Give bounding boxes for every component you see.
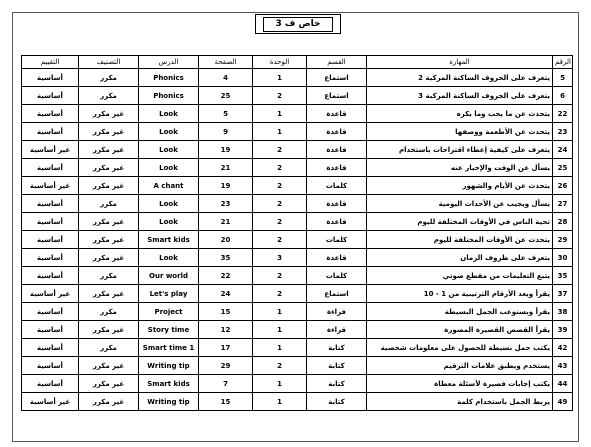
cell-classification: غير مكرر bbox=[79, 231, 139, 249]
cell-number: 6 bbox=[553, 87, 573, 105]
cell-classification: غير مكرر bbox=[79, 141, 139, 159]
cell-skill: يسأل ويجيب عن الأحداث اليومية bbox=[367, 195, 553, 213]
document-title: خاص ف 3 bbox=[263, 17, 334, 32]
cell-section: قاعدة bbox=[307, 195, 367, 213]
cell-classification: مكرر bbox=[79, 267, 139, 285]
cell-section: كتابة bbox=[307, 339, 367, 357]
cell-number: 25 bbox=[553, 159, 573, 177]
cell-page: 5 bbox=[199, 105, 253, 123]
table-row bbox=[22, 177, 573, 195]
cell-section: كتابة bbox=[307, 357, 367, 375]
cell-number: 42 bbox=[553, 339, 573, 357]
cell-page: 12 bbox=[199, 321, 253, 339]
cell-unit: 1 bbox=[253, 321, 307, 339]
cell-page: 24 bbox=[199, 285, 253, 303]
cell-classification: غير مكرر bbox=[79, 357, 139, 375]
table-row bbox=[22, 285, 573, 303]
cell-lesson: Our world bbox=[139, 267, 199, 285]
cell-classification: غير مكرر bbox=[79, 123, 139, 141]
cell-lesson: Story time bbox=[139, 321, 199, 339]
header-number: الرقم bbox=[553, 56, 573, 69]
cell-lesson: Look bbox=[139, 249, 199, 267]
cell-unit: 2 bbox=[253, 87, 307, 105]
cell-number: 28 bbox=[553, 213, 573, 231]
cell-skill: يسأل عن الوقت والإخبار عنه bbox=[367, 159, 553, 177]
cell-lesson: Look bbox=[139, 213, 199, 231]
cell-section: استماع bbox=[307, 285, 367, 303]
cell-page: 29 bbox=[199, 357, 253, 375]
table-row bbox=[22, 339, 573, 357]
cell-number: 26 bbox=[553, 177, 573, 195]
table-row bbox=[22, 213, 573, 231]
cell-lesson: Let's play bbox=[139, 285, 199, 303]
cell-number: 22 bbox=[553, 105, 573, 123]
cell-page: 22 bbox=[199, 267, 253, 285]
cell-assessment: أساسية bbox=[22, 249, 79, 267]
cell-classification: غير مكرر bbox=[79, 375, 139, 393]
cell-lesson: Smart time 1 bbox=[139, 339, 199, 357]
cell-classification: غير مكرر bbox=[79, 321, 139, 339]
cell-unit: 1 bbox=[253, 375, 307, 393]
cell-lesson: Phonics bbox=[139, 87, 199, 105]
cell-classification: غير مكرر bbox=[79, 249, 139, 267]
table-body bbox=[22, 69, 573, 411]
cell-unit: 2 bbox=[253, 177, 307, 195]
cell-classification: غير مكرر bbox=[79, 213, 139, 231]
cell-classification: غير مكرر bbox=[79, 159, 139, 177]
cell-assessment: أساسية bbox=[22, 339, 79, 357]
cell-unit: 2 bbox=[253, 267, 307, 285]
cell-section: كلمات bbox=[307, 231, 367, 249]
cell-assessment: أساسية bbox=[22, 303, 79, 321]
cell-lesson: Look bbox=[139, 195, 199, 213]
cell-classification: غير مكرر bbox=[79, 393, 139, 411]
table-row bbox=[22, 105, 573, 123]
cell-unit: 2 bbox=[253, 231, 307, 249]
cell-section: قاعدة bbox=[307, 141, 367, 159]
cell-number: 23 bbox=[553, 123, 573, 141]
cell-unit: 2 bbox=[253, 159, 307, 177]
cell-classification: غير مكرر bbox=[79, 105, 139, 123]
table-row bbox=[22, 303, 573, 321]
cell-section: قاعدة bbox=[307, 105, 367, 123]
cell-unit: 2 bbox=[253, 357, 307, 375]
cell-classification: غير مكرر bbox=[79, 285, 139, 303]
cell-classification: غير مكرر bbox=[79, 177, 139, 195]
header-classification: التصنيف bbox=[79, 56, 139, 69]
cell-lesson: Smart kids bbox=[139, 231, 199, 249]
table-row bbox=[22, 159, 573, 177]
cell-assessment: غير أساسية bbox=[22, 285, 79, 303]
cell-assessment: غير أساسية bbox=[22, 141, 79, 159]
table-row bbox=[22, 393, 573, 411]
cell-classification: مكرر bbox=[79, 87, 139, 105]
cell-skill: يتحدث عن الأيام والشهور bbox=[367, 177, 553, 195]
cell-assessment: أساسية bbox=[22, 321, 79, 339]
cell-skill: يتحدث عن ما يحب وما يكره bbox=[367, 105, 553, 123]
cell-lesson: Look bbox=[139, 141, 199, 159]
cell-assessment: أساسية bbox=[22, 357, 79, 375]
cell-page: 21 bbox=[199, 159, 253, 177]
cell-lesson: Project bbox=[139, 303, 199, 321]
cell-page: 25 bbox=[199, 87, 253, 105]
cell-number: 43 bbox=[553, 357, 573, 375]
cell-section: كتابة bbox=[307, 375, 367, 393]
skills-table bbox=[21, 55, 573, 411]
cell-unit: 3 bbox=[253, 249, 307, 267]
cell-classification: مكرر bbox=[79, 195, 139, 213]
cell-section: قاعدة bbox=[307, 159, 367, 177]
header-row bbox=[22, 56, 573, 69]
table-row bbox=[22, 141, 573, 159]
cell-assessment: أساسية bbox=[22, 195, 79, 213]
cell-number: 38 bbox=[553, 303, 573, 321]
cell-section: كتابة bbox=[307, 393, 367, 411]
cell-lesson: Look bbox=[139, 123, 199, 141]
header-page: الصفحة bbox=[199, 56, 253, 69]
table-row bbox=[22, 267, 573, 285]
cell-section: قاعدة bbox=[307, 213, 367, 231]
cell-classification: مكرر bbox=[79, 339, 139, 357]
cell-number: 37 bbox=[553, 285, 573, 303]
cell-page: 21 bbox=[199, 213, 253, 231]
cell-assessment: أساسية bbox=[22, 87, 79, 105]
cell-assessment: أساسية bbox=[22, 69, 79, 87]
table-row bbox=[22, 321, 573, 339]
cell-skill: يكتب إجابات قصيرة لأسئلة معطاة bbox=[367, 375, 553, 393]
table-row bbox=[22, 195, 573, 213]
cell-section: كلمات bbox=[307, 267, 367, 285]
cell-unit: 1 bbox=[253, 339, 307, 357]
cell-classification: مكرر bbox=[79, 303, 139, 321]
cell-assessment: أساسية bbox=[22, 213, 79, 231]
cell-assessment: غير أساسية bbox=[22, 393, 79, 411]
cell-section: قاعدة bbox=[307, 249, 367, 267]
cell-assessment: أساسية bbox=[22, 159, 79, 177]
title-box bbox=[255, 14, 341, 34]
cell-lesson: Phonics bbox=[139, 69, 199, 87]
cell-number: 29 bbox=[553, 231, 573, 249]
cell-skill: يتعرف على الحروف الساكنة المركبة 3 bbox=[367, 87, 553, 105]
cell-section: قراءة bbox=[307, 303, 367, 321]
cell-page: 9 bbox=[199, 123, 253, 141]
cell-unit: 2 bbox=[253, 213, 307, 231]
cell-number: 5 bbox=[553, 69, 573, 87]
cell-unit: 1 bbox=[253, 69, 307, 87]
header-skill: المهارة bbox=[367, 56, 553, 69]
table-row bbox=[22, 231, 573, 249]
header-assessment: التقييم bbox=[22, 56, 79, 69]
cell-page: 19 bbox=[199, 141, 253, 159]
table-row bbox=[22, 249, 573, 267]
cell-page: 20 bbox=[199, 231, 253, 249]
cell-skill: يتحدث عن الأوقات المختلفة لليوم bbox=[367, 231, 553, 249]
cell-skill: يستخدم ويطبق علامات الترقيم bbox=[367, 357, 553, 375]
cell-unit: 2 bbox=[253, 141, 307, 159]
table-row bbox=[22, 375, 573, 393]
cell-assessment: أساسية bbox=[22, 123, 79, 141]
cell-section: قاعدة bbox=[307, 123, 367, 141]
cell-page: 23 bbox=[199, 195, 253, 213]
cell-assessment: أساسية bbox=[22, 105, 79, 123]
cell-unit: 2 bbox=[253, 195, 307, 213]
cell-skill: يقرأ ويستوعب الجمل البسيطة bbox=[367, 303, 553, 321]
cell-assessment: أساسية bbox=[22, 267, 79, 285]
table-row bbox=[22, 87, 573, 105]
header-unit: الوحدة bbox=[253, 56, 307, 69]
cell-lesson: Writing tip bbox=[139, 357, 199, 375]
cell-assessment: أساسية bbox=[22, 231, 79, 249]
cell-lesson: Look bbox=[139, 159, 199, 177]
cell-number: 35 bbox=[553, 267, 573, 285]
cell-unit: 2 bbox=[253, 285, 307, 303]
cell-number: 49 bbox=[553, 393, 573, 411]
cell-page: 17 bbox=[199, 339, 253, 357]
cell-lesson: Writing tip bbox=[139, 393, 199, 411]
table-row bbox=[22, 123, 573, 141]
cell-assessment: أساسية bbox=[22, 375, 79, 393]
cell-unit: 1 bbox=[253, 105, 307, 123]
cell-unit: 1 bbox=[253, 393, 307, 411]
cell-skill: يقرأ القصص القصيرة المصورة bbox=[367, 321, 553, 339]
cell-number: 39 bbox=[553, 321, 573, 339]
cell-number: 30 bbox=[553, 249, 573, 267]
header-lesson: الدرس bbox=[139, 56, 199, 69]
header-section: القسم bbox=[307, 56, 367, 69]
cell-skill: يربط الجمل باستخدام كلمة bbox=[367, 393, 553, 411]
cell-skill: تحية الناس في الأوقات المختلفة لليوم bbox=[367, 213, 553, 231]
cell-skill: يتعرف على كيفية إعطاء اقتراحات باستخدام bbox=[367, 141, 553, 159]
cell-number: 24 bbox=[553, 141, 573, 159]
cell-number: 27 bbox=[553, 195, 573, 213]
cell-unit: 1 bbox=[253, 123, 307, 141]
cell-page: 7 bbox=[199, 375, 253, 393]
cell-assessment: غير أساسية bbox=[22, 177, 79, 195]
cell-page: 15 bbox=[199, 393, 253, 411]
cell-skill: يتعرف على الحروف الساكنة المركبة 2 bbox=[367, 69, 553, 87]
cell-page: 15 bbox=[199, 303, 253, 321]
cell-page: 35 bbox=[199, 249, 253, 267]
table-row bbox=[22, 69, 573, 87]
cell-lesson: Look bbox=[139, 105, 199, 123]
table-row bbox=[22, 357, 573, 375]
cell-classification: مكرر bbox=[79, 69, 139, 87]
cell-lesson: Smart kids bbox=[139, 375, 199, 393]
cell-page: 4 bbox=[199, 69, 253, 87]
cell-skill: يتحدث عن الأطعمة ووصفها bbox=[367, 123, 553, 141]
cell-section: كلمات bbox=[307, 177, 367, 195]
cell-unit: 1 bbox=[253, 303, 307, 321]
cell-section: استماع bbox=[307, 69, 367, 87]
cell-skill: يتبع التعليمات من مقطع صوتي bbox=[367, 267, 553, 285]
cell-section: قراءة bbox=[307, 321, 367, 339]
cell-number: 44 bbox=[553, 375, 573, 393]
cell-skill: يقرأ ويعد الأرقام الترتيبية من 1 - 10 bbox=[367, 285, 553, 303]
cell-skill: يكتب جمل بسيطة للحصول على معلومات شخصية bbox=[367, 339, 553, 357]
cell-lesson: A chant bbox=[139, 177, 199, 195]
cell-section: استماع bbox=[307, 87, 367, 105]
cell-page: 19 bbox=[199, 177, 253, 195]
cell-skill: يتعرف على ظروف الزمان bbox=[367, 249, 553, 267]
